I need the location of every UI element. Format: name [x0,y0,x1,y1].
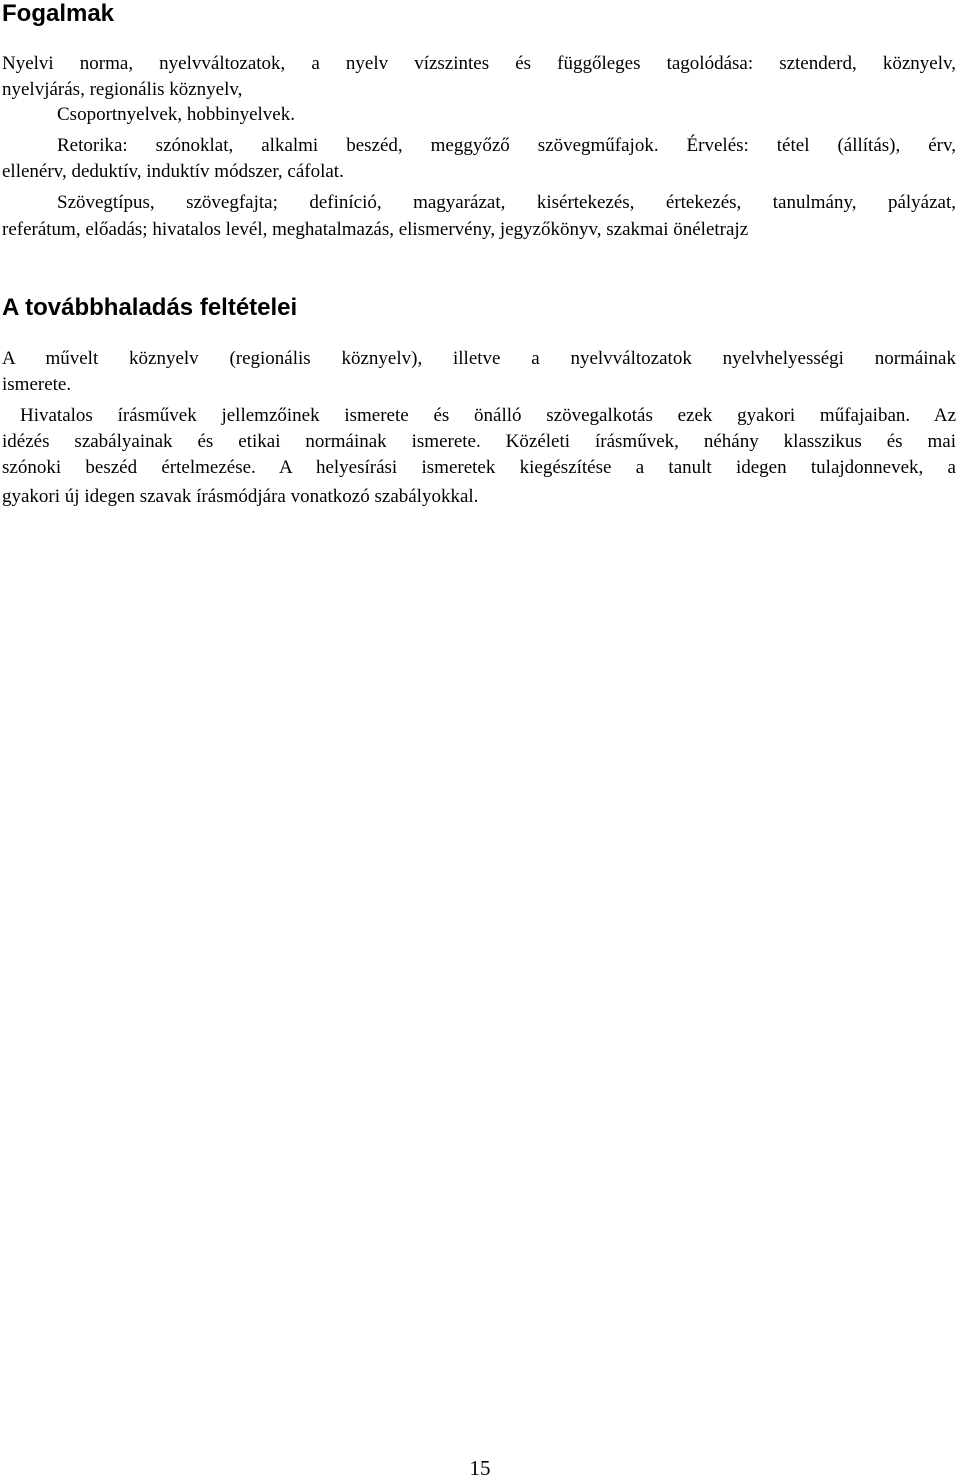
body-line: nyelvjárás, regionális köznyelv, [2,79,243,100]
body-line: Csoportnyelvek, hobbinyelvek. [57,104,295,125]
body-line: szónoki beszéd értelmezése. A helyesírási ismeretek kiegészítése a tanult idegen tulajdonnevek, a [2,457,956,478]
section-title-tovabbhaladas: A továbbhaladás feltételei [2,294,298,321]
body-line: Szövegtípus, szövegfajta; definíció, magyarázat, kisértekezés, értekezés, tanulmány, pályázat, [57,192,956,213]
body-line: ellenérv, deduktív, induktív módszer, cáfolat. [2,161,344,182]
body-line: Hivatalos írásművek jellemzőinek ismerete és önálló szövegalkotás ezek gyakori műfajaiban. Az [20,405,956,426]
body-line: gyakori új idegen szavak írásmódjára vonatkozó szabályokkal. [2,486,479,507]
page-number: 15 [469,1456,491,1480]
body-line: referátum, előadás; hivatalos levél, meghatalmazás, elismervény, jegyzőkönyv, szakmai önéletrajz [2,219,749,240]
body-line: ismerete. [2,374,72,395]
section-title-fogalmak: Fogalmak [2,0,115,27]
body-line: A művelt köznyelv (regionális köznyelv), illetve a nyelvváltozatok nyelvhelyességi normáinak [2,348,956,369]
body-line: Nyelvi norma, nyelvváltozatok, a nyelv vízszintes és függőleges tagolódása: sztenderd, köznyelv, [2,53,956,74]
body-line: idézés szabályainak és etikai normáinak ismerete. Közéleti írásművek, néhány klasszikus és mai [2,431,956,452]
body-line: Retorika: szónoklat, alkalmi beszéd, meggyőző szövegműfajok. Érvelés: tétel (állítás), érv, [57,135,956,156]
